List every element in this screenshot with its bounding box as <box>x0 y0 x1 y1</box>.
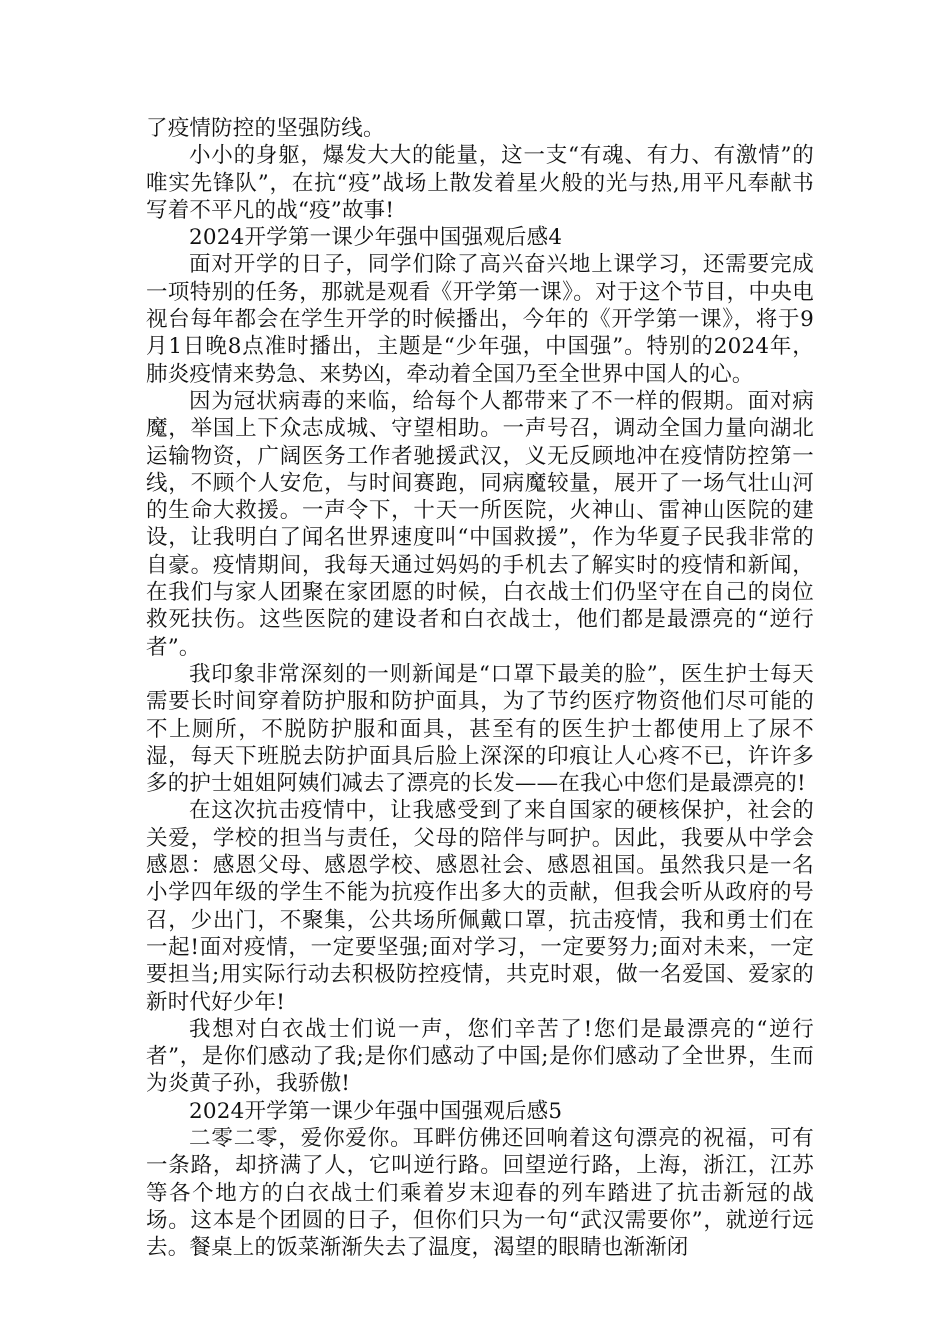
document-body <box>146 115 814 1261</box>
paragraph: 在这次抗击疫情中，让我感受到了来自国家的硬核保护，社会的关爱，学校的担当与责任，父母的陪伴与呵护。因此，我要从中学会感恩：感恩父母、感恩学校、感恩社会、感恩祖国。虽然我只是一名小学四年级的学生不能为抗疫作出多大的贡献，但我会听从政府的号召，少出门，不聚集，公共场所佩戴口罩，抗击疫情，我和勇士们在一起!面对疫情，一定要坚强;面对学习，一定要努力;面对未来，一定要担当;用实际行动去积极防控疫情，共克时艰，做一名爱国、爱家的新时代好少年! <box>146 798 814 1015</box>
section-heading: 2024开学第一课少年强中国强观后感5 <box>189 1098 563 1124</box>
section-heading: 2024开学第一课少年强中国强观后感4 <box>189 225 563 251</box>
paragraph: 面对开学的日子，同学们除了高兴奋兴地上课学习，还需要完成一项特别的任务，那就是观看《开学第一课》。对于这个节目，中央电视台每年都会在学生开学的时候播出，今年的《开学第一课》，将于9月1日晚8点准时播出，主题是“少年强，中国强”。特别的2024年，肺炎疫情来势急、来势凶，牵动着全国乃至全世界中国人的心。 <box>146 252 814 387</box>
paragraph: 二零二零，爱你爱你。耳畔仿佛还回响着这句漂亮的祝福，可有一条路，却挤满了人，它叫逆行路。回望逆行路，上海，浙江，江苏等各个地方的白衣战士们乘着岁末迎春的列车踏进了抗击新冠的战场。这本是个团圆的日子，但你们只为一句“武汉需要你”，就逆行远去。餐桌上的饭菜渐渐失去了温度，渴望的眼睛也渐渐闭 <box>146 1125 814 1261</box>
paragraph-continued: 了疫情防控的坚强防线。 <box>146 116 385 141</box>
paragraph: 小小的身躯，爆发大大的能量，这一支“有魂、有力、有激情”的唯实先锋队”，在抗“疫”战场上散发着星火般的光与热,用平凡奉献书写着不平凡的战“疫”故事! <box>146 143 814 223</box>
paragraph: 我印象非常深刻的一则新闻是“口罩下最美的脸”，医生护士每天需要长时间穿着防护服和防护面具，为了节约医疗物资他们尽可能的不上厕所，不脱防护服和面具，甚至有的医生护士都使用上了尿不湿，每天下班脱去防护面具后脸上深深的印痕让人心疼不已，许许多多的护士姐姐阿姨们减去了漂亮的长发——在我心中您们是最漂亮的! <box>146 661 814 797</box>
paragraph: 因为冠状病毒的来临，给每个人都带来了不一样的假期。面对病魔，举国上下众志成城、守望相助。一声号召，调动全国力量向湖北运输物资，广阔医务工作者驰援武汉，义无反顾地冲在疫情防控第一线，不顾个人安危，与时间赛跑，同病魔较量，展开了一场气壮山河的生命大救援。一声令下，十天一所医院，火神山、雷神山医院的建设，让我明白了闻名世界速度叫“中国救援”，作为华夏子民我非常的自豪。疫情期间，我每天通过妈妈的手机去了解实时的疫情和新闻，在我们与家人团聚在家团愿的时候，白衣战士们仍坚守在自己的岗位救死扶伤。这些医院的建设者和白衣战士，他们都是最漂亮的“逆行者”。 <box>146 388 814 660</box>
paragraph: 我想对白衣战士们说一声，您们辛苦了!您们是最漂亮的“逆行者”，是你们感动了我;是你们感动了中国;是你们感动了全世界，生而为炎黄子孙，我骄傲! <box>146 1016 814 1097</box>
